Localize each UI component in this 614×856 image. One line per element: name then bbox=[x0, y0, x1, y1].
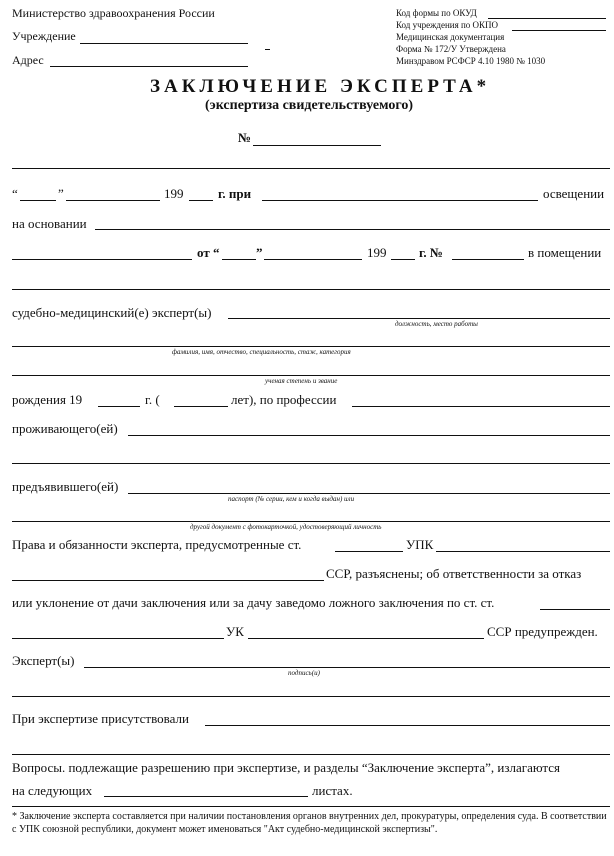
year-suffix: г. при bbox=[218, 186, 252, 201]
from-close-quote: ” bbox=[256, 245, 263, 260]
basis-field[interactable] bbox=[95, 229, 610, 230]
date-close-quote: ” bbox=[58, 186, 64, 201]
okud-field[interactable] bbox=[488, 18, 606, 19]
residing-field[interactable] bbox=[128, 435, 610, 436]
article-field[interactable] bbox=[335, 551, 403, 552]
med-doc-label: Медицинская документация bbox=[396, 32, 505, 42]
position-hint: должность, место работы bbox=[395, 320, 478, 328]
present-label: При экспертизе присутствовали bbox=[12, 711, 189, 726]
uk-articles-field[interactable] bbox=[12, 638, 224, 639]
ssr-explained: ССР, разъяснены; об ответственности за отказ bbox=[326, 566, 582, 581]
age-field[interactable] bbox=[174, 406, 228, 407]
okpo-label: Код учреждения по ОКПО bbox=[396, 20, 499, 30]
number-label: № bbox=[238, 130, 252, 145]
footnote-divider bbox=[12, 806, 610, 807]
year2-suffix: г. № bbox=[419, 245, 444, 260]
document-title: ЗАКЛЮЧЕНИЕ ЭКСПЕРТА* bbox=[150, 76, 491, 97]
expert-degree-field[interactable] bbox=[12, 375, 610, 376]
uk-label: УК bbox=[226, 624, 244, 639]
republic-field[interactable] bbox=[12, 580, 324, 581]
basis-field-2[interactable] bbox=[12, 259, 192, 260]
year2-prefix: 199 bbox=[367, 245, 387, 260]
articles-field[interactable] bbox=[540, 609, 610, 610]
institution-field[interactable] bbox=[80, 43, 248, 44]
passport-hint: паспорт (№ серии, кем и когда выдан) или bbox=[228, 495, 355, 503]
day-field[interactable] bbox=[20, 200, 56, 201]
date-open-quote: “ bbox=[12, 186, 18, 201]
other-doc-hint: другой документ с фотокарточкой, удостоверяющий личность bbox=[190, 523, 382, 531]
premises-field[interactable] bbox=[12, 289, 610, 290]
address-field[interactable] bbox=[50, 66, 248, 67]
age-profession-label: лет), по профессии bbox=[231, 392, 337, 407]
birth-prefix: рождения 19 bbox=[12, 392, 83, 407]
premises-label: в помещении bbox=[528, 245, 602, 260]
present-field-2[interactable] bbox=[12, 754, 610, 755]
ssr-warned: ССР предупрежден. bbox=[487, 624, 598, 639]
form-number: Форма № 172/У Утверждена bbox=[396, 44, 506, 54]
year2-field[interactable] bbox=[391, 259, 415, 260]
upk-field[interactable] bbox=[436, 551, 610, 552]
signature-field[interactable] bbox=[84, 667, 610, 668]
expert-name-field[interactable] bbox=[12, 346, 610, 347]
present-field[interactable] bbox=[205, 725, 610, 726]
from-label: от “ bbox=[197, 245, 220, 260]
following-label: на следующих bbox=[12, 783, 93, 798]
doc-number-field[interactable] bbox=[452, 259, 524, 260]
experts-label: Эксперт(ы) bbox=[12, 653, 75, 668]
uk-republic-field[interactable] bbox=[248, 638, 484, 639]
document-subtitle: (экспертиза свидетельствуемого) bbox=[205, 98, 414, 113]
sheets-label: листах. bbox=[312, 783, 353, 798]
year-prefix: 199 bbox=[164, 186, 184, 201]
presented-field-2[interactable] bbox=[12, 521, 610, 522]
okud-label: Код формы по ОКУД bbox=[396, 8, 477, 18]
okpo-field[interactable] bbox=[512, 30, 606, 31]
number-field[interactable] bbox=[253, 145, 381, 146]
footnote: * Заключение эксперта составляется при наличии постановления органов внутренних дел, прокуратуры, определения суда. В соответствии с УПК союзной республики, документ может именоваться "Акт судебно-медицинской экспертизы". bbox=[12, 811, 607, 835]
from-day-field[interactable] bbox=[222, 259, 256, 260]
questions-text: Вопросы. подлежащие разрешению при экспертизе, и разделы “Заключение эксперта”, излагаются bbox=[12, 760, 560, 775]
conditions-field[interactable] bbox=[262, 200, 538, 201]
degree-hint: ученая степень и звание bbox=[265, 377, 338, 385]
presented-label: предъявившего(ей) bbox=[12, 479, 119, 494]
from-month-field[interactable] bbox=[264, 259, 362, 260]
institution-label: Учреждение bbox=[12, 29, 76, 43]
name-hint: фамилия, имя, отчество, специальность, стаж, категория bbox=[172, 348, 351, 356]
upk-label: УПК bbox=[406, 537, 434, 552]
lighting-label: освещении bbox=[543, 186, 605, 201]
signature-field-2[interactable] bbox=[12, 696, 610, 697]
residing-field-2[interactable] bbox=[12, 463, 610, 464]
expert-field[interactable] bbox=[228, 318, 610, 319]
basis-label: на основании bbox=[12, 216, 87, 231]
dash-mark bbox=[265, 49, 270, 50]
birth-year-label: г. ( bbox=[145, 392, 160, 407]
ministry-name: Министерство здравоохранения России bbox=[12, 6, 215, 20]
address-label: Адрес bbox=[12, 53, 44, 67]
signature-hint: подпись(и) bbox=[288, 669, 320, 677]
rights-text: Права и обязанности эксперта, предусмотренные ст. bbox=[12, 537, 302, 552]
expert-label: судебно-медицинский(е) эксперт(ы) bbox=[12, 305, 212, 320]
year-field[interactable] bbox=[189, 200, 213, 201]
approval-line: Минздравом РСФСР 4.10 1980 № 1030 bbox=[396, 56, 546, 66]
sheets-count-field[interactable] bbox=[104, 796, 308, 797]
profession-field[interactable] bbox=[352, 406, 610, 407]
evasion-text: или уклонение от дачи заключения или за дачу заведомо ложного заключения по ст. ст. bbox=[12, 595, 495, 610]
presented-field[interactable] bbox=[128, 493, 610, 494]
blank-line[interactable] bbox=[12, 168, 610, 169]
month-field[interactable] bbox=[66, 200, 160, 201]
birth-year-field[interactable] bbox=[98, 406, 140, 407]
residing-label: проживающего(ей) bbox=[12, 421, 118, 436]
